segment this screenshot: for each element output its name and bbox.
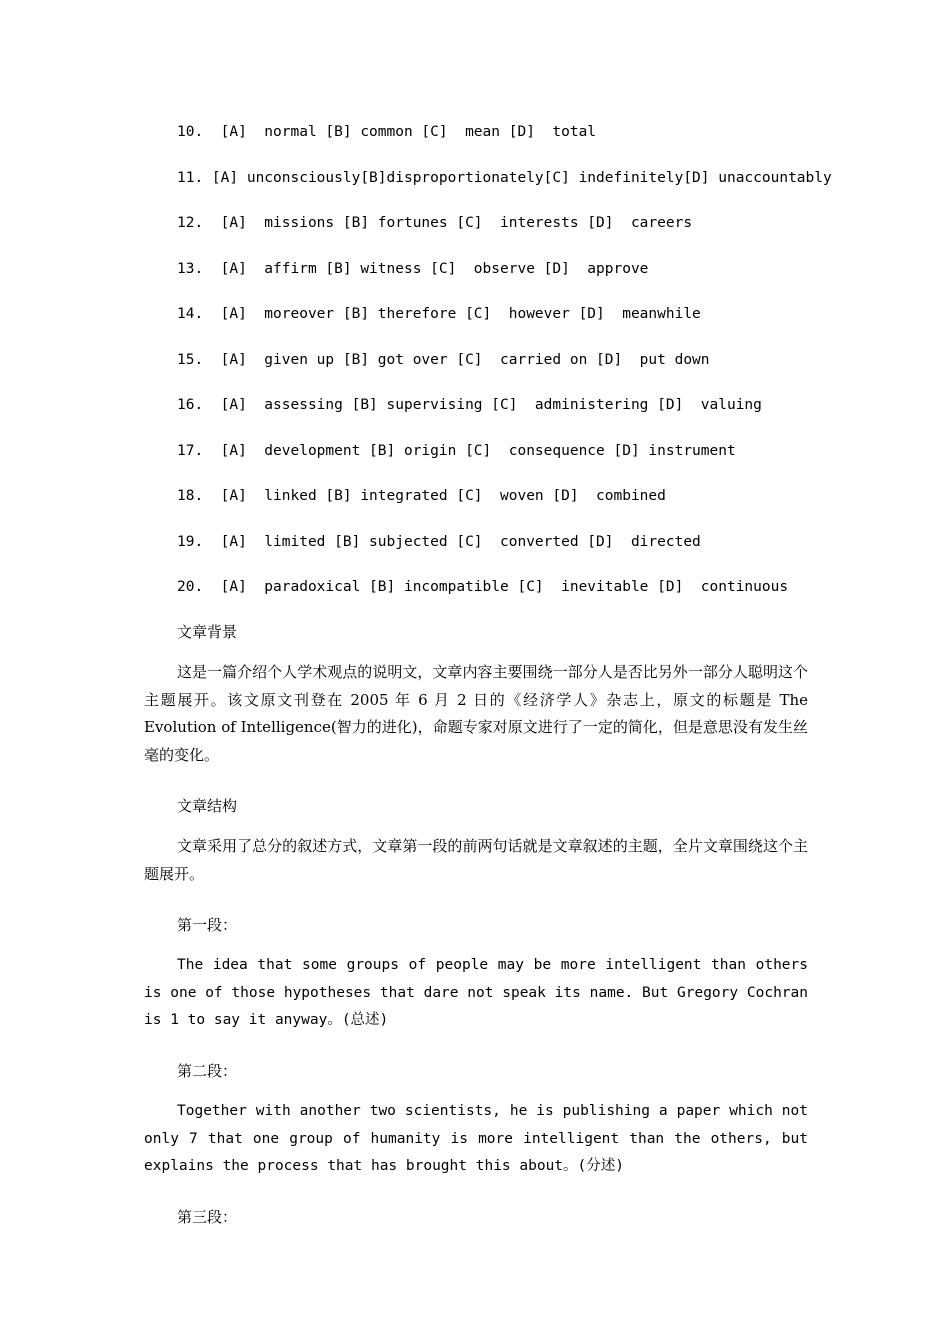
question-12: 12. [A] missions [B] fortunes [C] interests [D] careers xyxy=(177,215,693,231)
background-paragraph: 这是一篇介绍个人学术观点的说明文，文章内容主要围绕一部分人是否比另外一部分人聪明这个主题展开。该文原文刊登在 2005 年 6 月 2 日的《经济学人》杂志上，原文的标题是 The Evolution of Intelligence(智力的进化)，命题专家对原文进行了一定的简化，但是意思没有发生丝毫的变化。 xyxy=(144,663,808,764)
paragraph-1-text: The idea that some groups of people may be more intelligent than others is one of those hypotheses that dare not speak its name. But Gregory Cochran is 1 to say it anyway。(总述) xyxy=(144,957,808,1028)
question-17: 17. [A] development [B] origin [C] consequence [D] instrument xyxy=(177,443,736,459)
paragraph-1-heading: 第一段： xyxy=(177,916,238,934)
question-16: 16. [A] assessing [B] supervising [C] administering [D] valuing xyxy=(177,397,762,413)
question-20: 20. [A] paradoxical [B] incompatible [C] inevitable [D] continuous xyxy=(177,579,789,595)
question-13: 13. [A] affirm [B] witness [C] observe [D] approve xyxy=(177,261,649,277)
structure-heading: 文章结构 xyxy=(177,797,238,815)
question-18: 18. [A] linked [B] integrated [C] woven [D] combined xyxy=(177,488,666,504)
paragraph-3-heading: 第三段： xyxy=(177,1208,238,1226)
question-14: 14. [A] moreover [B] therefore [C] however [D] meanwhile xyxy=(177,306,701,322)
structure-paragraph: 文章采用了总分的叙述方式，文章第一段的前两句话就是文章叙述的主题，全片文章围绕这个主题展开。 xyxy=(144,837,808,883)
paragraph-2-text: Together with another two scientists, he is publishing a paper which not only 7 that one group of humanity is more intelligent than the others, but explains the process that has brought this about。(分述) xyxy=(144,1103,808,1174)
question-10: 10. [A] normal [B] common [C] mean [D] total xyxy=(177,124,597,140)
question-15: 15. [A] given up [B] got over [C] carried on [D] put down xyxy=(177,352,710,368)
background-heading: 文章背景 xyxy=(177,623,238,641)
question-19: 19. [A] limited [B] subjected [C] converted [D] directed xyxy=(177,534,701,550)
paragraph-2-heading: 第二段： xyxy=(177,1062,238,1080)
question-11: 11. [A] unconsciously[B]disproportionately[C] indefinitely[D] unaccountably xyxy=(177,170,832,186)
